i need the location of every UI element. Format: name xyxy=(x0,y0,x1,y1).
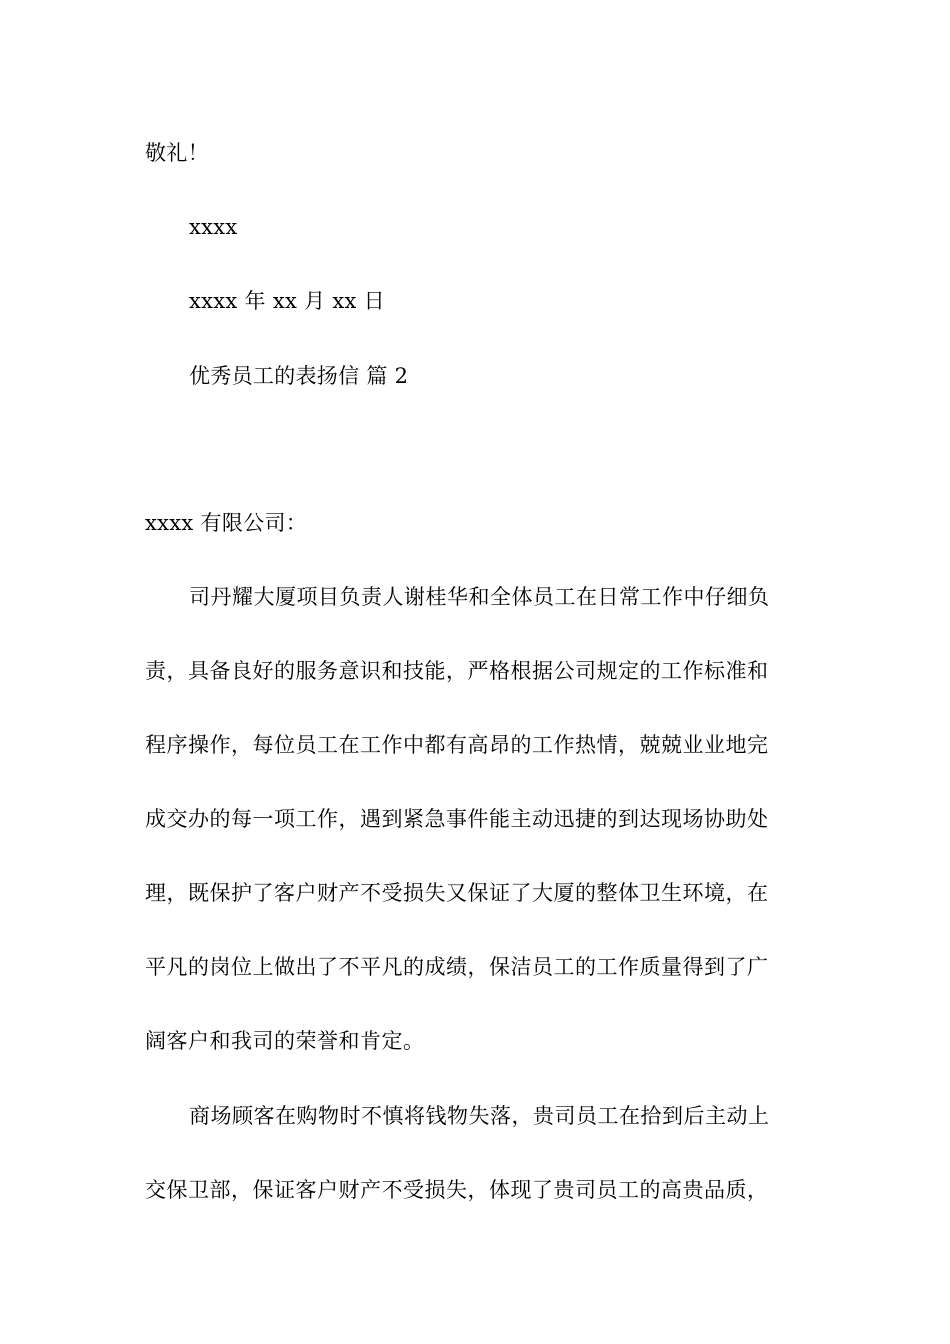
paragraph-line: 平凡的岗位上做出了不平凡的成绩，保洁员工的工作质量得到了广 xyxy=(145,955,769,979)
section-title: 优秀员工的表扬信 篇 2 xyxy=(189,364,409,388)
paragraph-line: 商场顾客在购物时不慎将钱物失落，贵司员工在拾到后主动上 xyxy=(189,1104,770,1128)
letter-date: xxxx 年 xx 月 xx 日 xyxy=(189,289,385,313)
paragraph-line: 阔客户和我司的荣誉和肯定。 xyxy=(145,1029,425,1053)
signer-name: xxxx xyxy=(189,215,238,239)
addressee-line: xxxx 有限公司： xyxy=(145,511,308,535)
paragraph-line: 理，既保护了客户财产不受损失又保证了大厦的整体卫生环境，在 xyxy=(145,881,769,905)
paragraph-line: 程序操作，每位员工在工作中都有高昂的工作热情，兢兢业业地完 xyxy=(145,733,769,757)
paragraph-line: 司丹耀大厦项目负责人谢桂华和全体员工在日常工作中仔细负 xyxy=(189,585,770,609)
paragraph-line: 交保卫部，保证客户财产不受损失，体现了贵司员工的高贵品质， xyxy=(145,1178,769,1202)
paragraph-line: 责，具备良好的服务意识和技能，严格根据公司规定的工作标准和 xyxy=(145,659,769,683)
salutation-text: 敬礼！ xyxy=(145,141,209,165)
paragraph-line: 成交办的每一项工作，遇到紧急事件能主动迅捷的到达现场协助处 xyxy=(145,807,769,831)
